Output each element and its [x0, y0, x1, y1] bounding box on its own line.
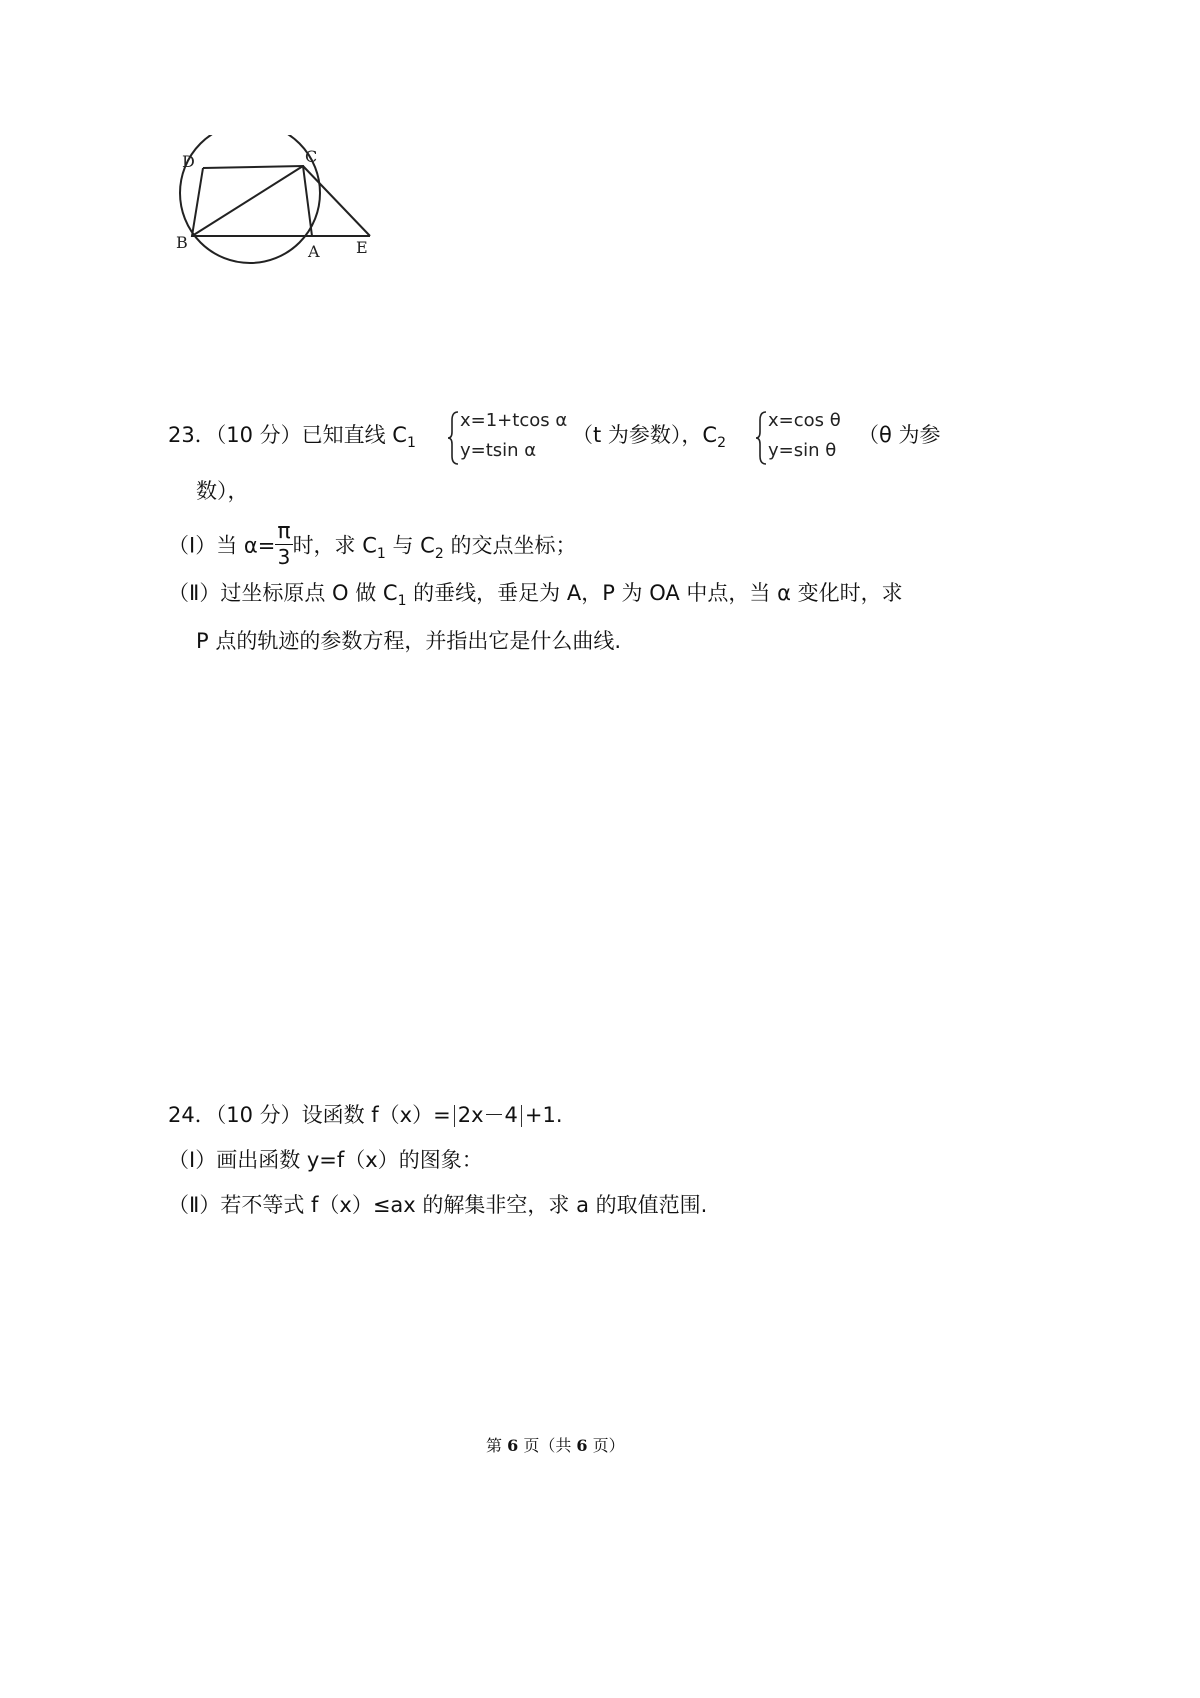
q23-c2-eq1: x=cos θ — [768, 410, 841, 431]
q23-part1-fraction — [275, 520, 292, 569]
q23-part1-pre: （Ⅰ）当 α= — [168, 533, 276, 558]
q23-head: 23．（10 分）已知直线 C — [168, 423, 407, 447]
q23-part1 — [168, 519, 577, 571]
q23-part1-sub2: 2 — [434, 545, 444, 562]
label-e: E — [356, 238, 368, 257]
q24-head-b: +1. — [524, 1103, 563, 1127]
q23-c1-brace — [448, 410, 460, 466]
q24-part1: （Ⅰ）画出函数 y=f（x）的图象： — [168, 1148, 483, 1172]
q23-c1-eq2: y=tsin α — [460, 440, 537, 461]
q23-part1-post-c: 的交点坐标； — [443, 533, 577, 558]
q23-c1-eq1: x=1+tcos α — [460, 410, 568, 431]
q24-part2: （Ⅱ）若不等式 f（x）≤ax 的解集非空，求 a 的取值范围. — [168, 1193, 708, 1217]
diagonal-bc — [192, 166, 303, 236]
q23-part2-b: 的垂线，垂足为 A，P 为 OA 中点，当 α 变化时，求 — [406, 581, 903, 605]
q24-heading — [168, 1100, 563, 1130]
q23-c2-sub: 2 — [717, 435, 726, 451]
q23-part2-sub: 1 — [397, 593, 407, 609]
footer-mid: 页（共 — [518, 1436, 577, 1455]
q23-c1-param-line — [572, 420, 726, 453]
q24-head-abs: 2x－4 — [457, 1103, 518, 1127]
footer-pre: 第 — [486, 1436, 508, 1455]
label-b: B — [176, 233, 188, 252]
fraction-denominator: 3 — [277, 545, 291, 569]
q23-heading-line — [168, 420, 416, 453]
footer-page-number: 6 — [507, 1436, 519, 1455]
abs-bar-left — [454, 1105, 455, 1127]
footer-total-pages: 6 — [576, 1436, 588, 1455]
label-a: A — [308, 242, 320, 261]
q23-part1-sub1: 1 — [376, 545, 386, 562]
q23-part2 — [168, 578, 903, 611]
label-d: D — [182, 152, 195, 171]
fraction-numerator: π — [277, 519, 291, 544]
footer-post: 页） — [587, 1436, 625, 1455]
abs-bar-right — [521, 1105, 522, 1127]
q23-part1-post-a: 时，求 C — [292, 533, 377, 558]
q23-cont: 数）， — [196, 479, 249, 503]
q23-c2-brace — [756, 410, 768, 466]
page-footer — [486, 1433, 625, 1456]
label-c: C — [305, 147, 318, 166]
q23-c1-param: （t 为参数），C — [572, 423, 718, 447]
q23-c1-sub: 1 — [406, 435, 416, 451]
q23-part2-a: （Ⅱ）过坐标原点 O 做 C — [168, 581, 398, 605]
q23-part1-post-b: 与 C — [385, 533, 435, 558]
q24-head-a: 24．（10 分）设函数 f（x）= — [168, 1103, 451, 1127]
q23-c2-param: （θ 为参 — [858, 423, 941, 447]
q23-part2-cont: P 点的轨迹的参数方程，并指出它是什么曲线. — [196, 629, 622, 653]
geometry-figure — [170, 135, 390, 270]
q23-c2-eq2: y=sin θ — [768, 440, 837, 461]
